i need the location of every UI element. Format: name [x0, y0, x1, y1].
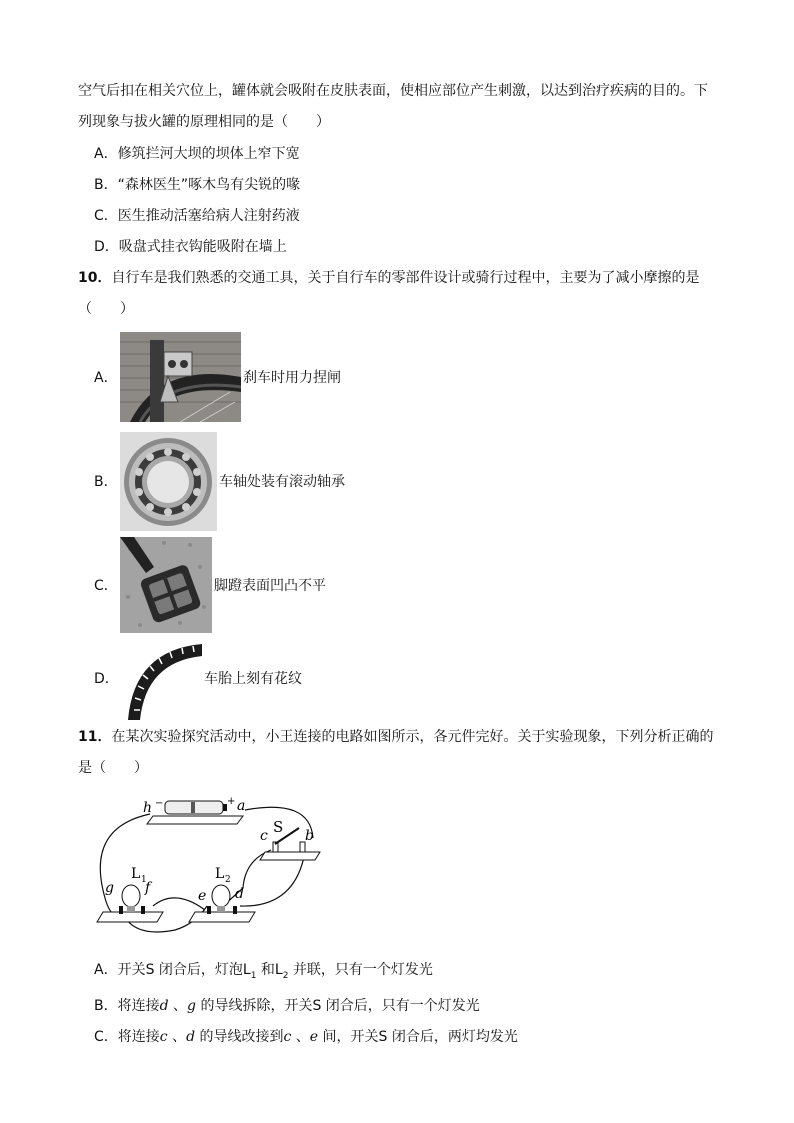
- label-l1-sub: 1: [141, 875, 147, 885]
- label-c: c: [260, 828, 268, 844]
- q11-option-b: [94, 996, 480, 1016]
- option-label: C．: [94, 208, 118, 224]
- option-text: “森林医生”啄木鸟有尖锐的喙: [117, 177, 301, 193]
- q9-text-line1: 空气后扣在相关穴位上，罐体就会吸附在皮肤表面，使相应部位产生刺激，以达到治疗疾病的目的。下: [78, 83, 708, 99]
- question-number: 10．: [78, 270, 112, 286]
- var-1: c: [159, 1029, 168, 1045]
- tire-photo: [120, 640, 202, 720]
- label-h: h: [143, 800, 153, 816]
- option-text-1: 将连接: [117, 998, 160, 1014]
- option-label: A．: [94, 146, 118, 162]
- q10-text-line1: [78, 268, 699, 288]
- q9-text-line2: 列现象与拔火罐的原理相同的是（ ）: [78, 114, 330, 130]
- label-minus: −: [155, 798, 164, 809]
- var-1: d: [159, 998, 169, 1014]
- option-text-3: 的导线拆除，开关S 闭合后，只有一个灯发光: [196, 998, 480, 1014]
- option-text: 修筑拦河大坝的坝体上窄下宽: [117, 146, 300, 162]
- q11-option-c: [94, 1027, 518, 1047]
- option-text-2: 和L: [256, 962, 283, 978]
- q10-option-d-caption: 车胎上刻有花纹: [204, 671, 302, 687]
- option-text-4: 、: [291, 1029, 310, 1045]
- q9-option-d: [94, 237, 287, 257]
- label-l2: L: [215, 866, 225, 882]
- q10-option-c-caption: 脚蹬表面凹凸不平: [214, 578, 326, 594]
- option-text-3: 的导线改接到: [195, 1029, 284, 1045]
- sub-1: 1: [250, 970, 257, 981]
- q10-option-a-label: A．: [94, 370, 118, 386]
- q10-option-d-label: D．: [94, 671, 119, 687]
- option-text: 医生推动活塞给病人注射药液: [117, 208, 300, 224]
- q10-text-line2: （ ）: [78, 301, 134, 317]
- label-l2-sub: 2: [225, 875, 231, 885]
- q10-option-b-label: B．: [94, 474, 118, 490]
- label-d: d: [235, 886, 244, 902]
- bearing-photo: [120, 432, 217, 531]
- pedal-photo: [120, 537, 212, 633]
- brake-photo: [120, 332, 241, 422]
- q11-text-line2: 是（ ）: [78, 760, 148, 776]
- label-l1: L: [131, 866, 141, 882]
- q10-option-c-label: C．: [94, 578, 118, 594]
- option-label: A．: [94, 962, 118, 978]
- option-text-2: 、: [168, 998, 188, 1014]
- label-b: b: [305, 828, 314, 844]
- var-3: c: [283, 1029, 292, 1045]
- q10-option-b-caption: 车轴处装有滚动轴承: [219, 474, 345, 490]
- question-text: 在某次实验探究活动中，小王连接的电路如图所示，各元件完好。关于实验现象，下列分析正确的: [111, 729, 714, 745]
- option-label: B．: [94, 177, 118, 193]
- q9-option-b: [94, 175, 300, 195]
- q11-option-a: [94, 960, 433, 986]
- option-text-1: 将连接: [117, 1029, 160, 1045]
- var-2: d: [186, 1029, 196, 1045]
- option-text-5: 间，开关S 闭合后，两灯均发光: [318, 1029, 518, 1045]
- option-label: D．: [94, 239, 119, 255]
- var-4: e: [309, 1029, 319, 1045]
- label-a: a: [237, 798, 246, 814]
- option-label: B．: [94, 998, 118, 1014]
- sub-2: 2: [282, 970, 289, 981]
- label-s: S: [273, 818, 284, 836]
- var-2: g: [187, 998, 196, 1014]
- option-text-2: 、: [167, 1029, 187, 1045]
- q10-option-a-caption: 刹车时用力捏闸: [243, 370, 341, 386]
- option-label: C．: [94, 1029, 118, 1045]
- question-number: 11．: [78, 729, 112, 745]
- q9-option-c: [94, 206, 300, 226]
- q11-text-line1: [78, 727, 713, 747]
- label-f: f: [145, 880, 151, 896]
- circuit-diagram: [95, 788, 335, 938]
- label-plus: +: [227, 796, 236, 807]
- label-g: g: [105, 880, 114, 896]
- q9-option-a: [94, 144, 300, 164]
- option-text-1: 开关S 闭合后，灯泡L: [117, 962, 251, 978]
- option-text-3: 并联，只有一个灯发光: [288, 962, 433, 978]
- option-text: 吸盘式挂衣钩能吸附在墙上: [118, 239, 287, 255]
- question-text: 自行车是我们熟悉的交通工具，关于自行车的零部件设计或骑行过程中，主要为了减小摩擦的是: [111, 270, 700, 286]
- label-e: e: [198, 888, 207, 904]
